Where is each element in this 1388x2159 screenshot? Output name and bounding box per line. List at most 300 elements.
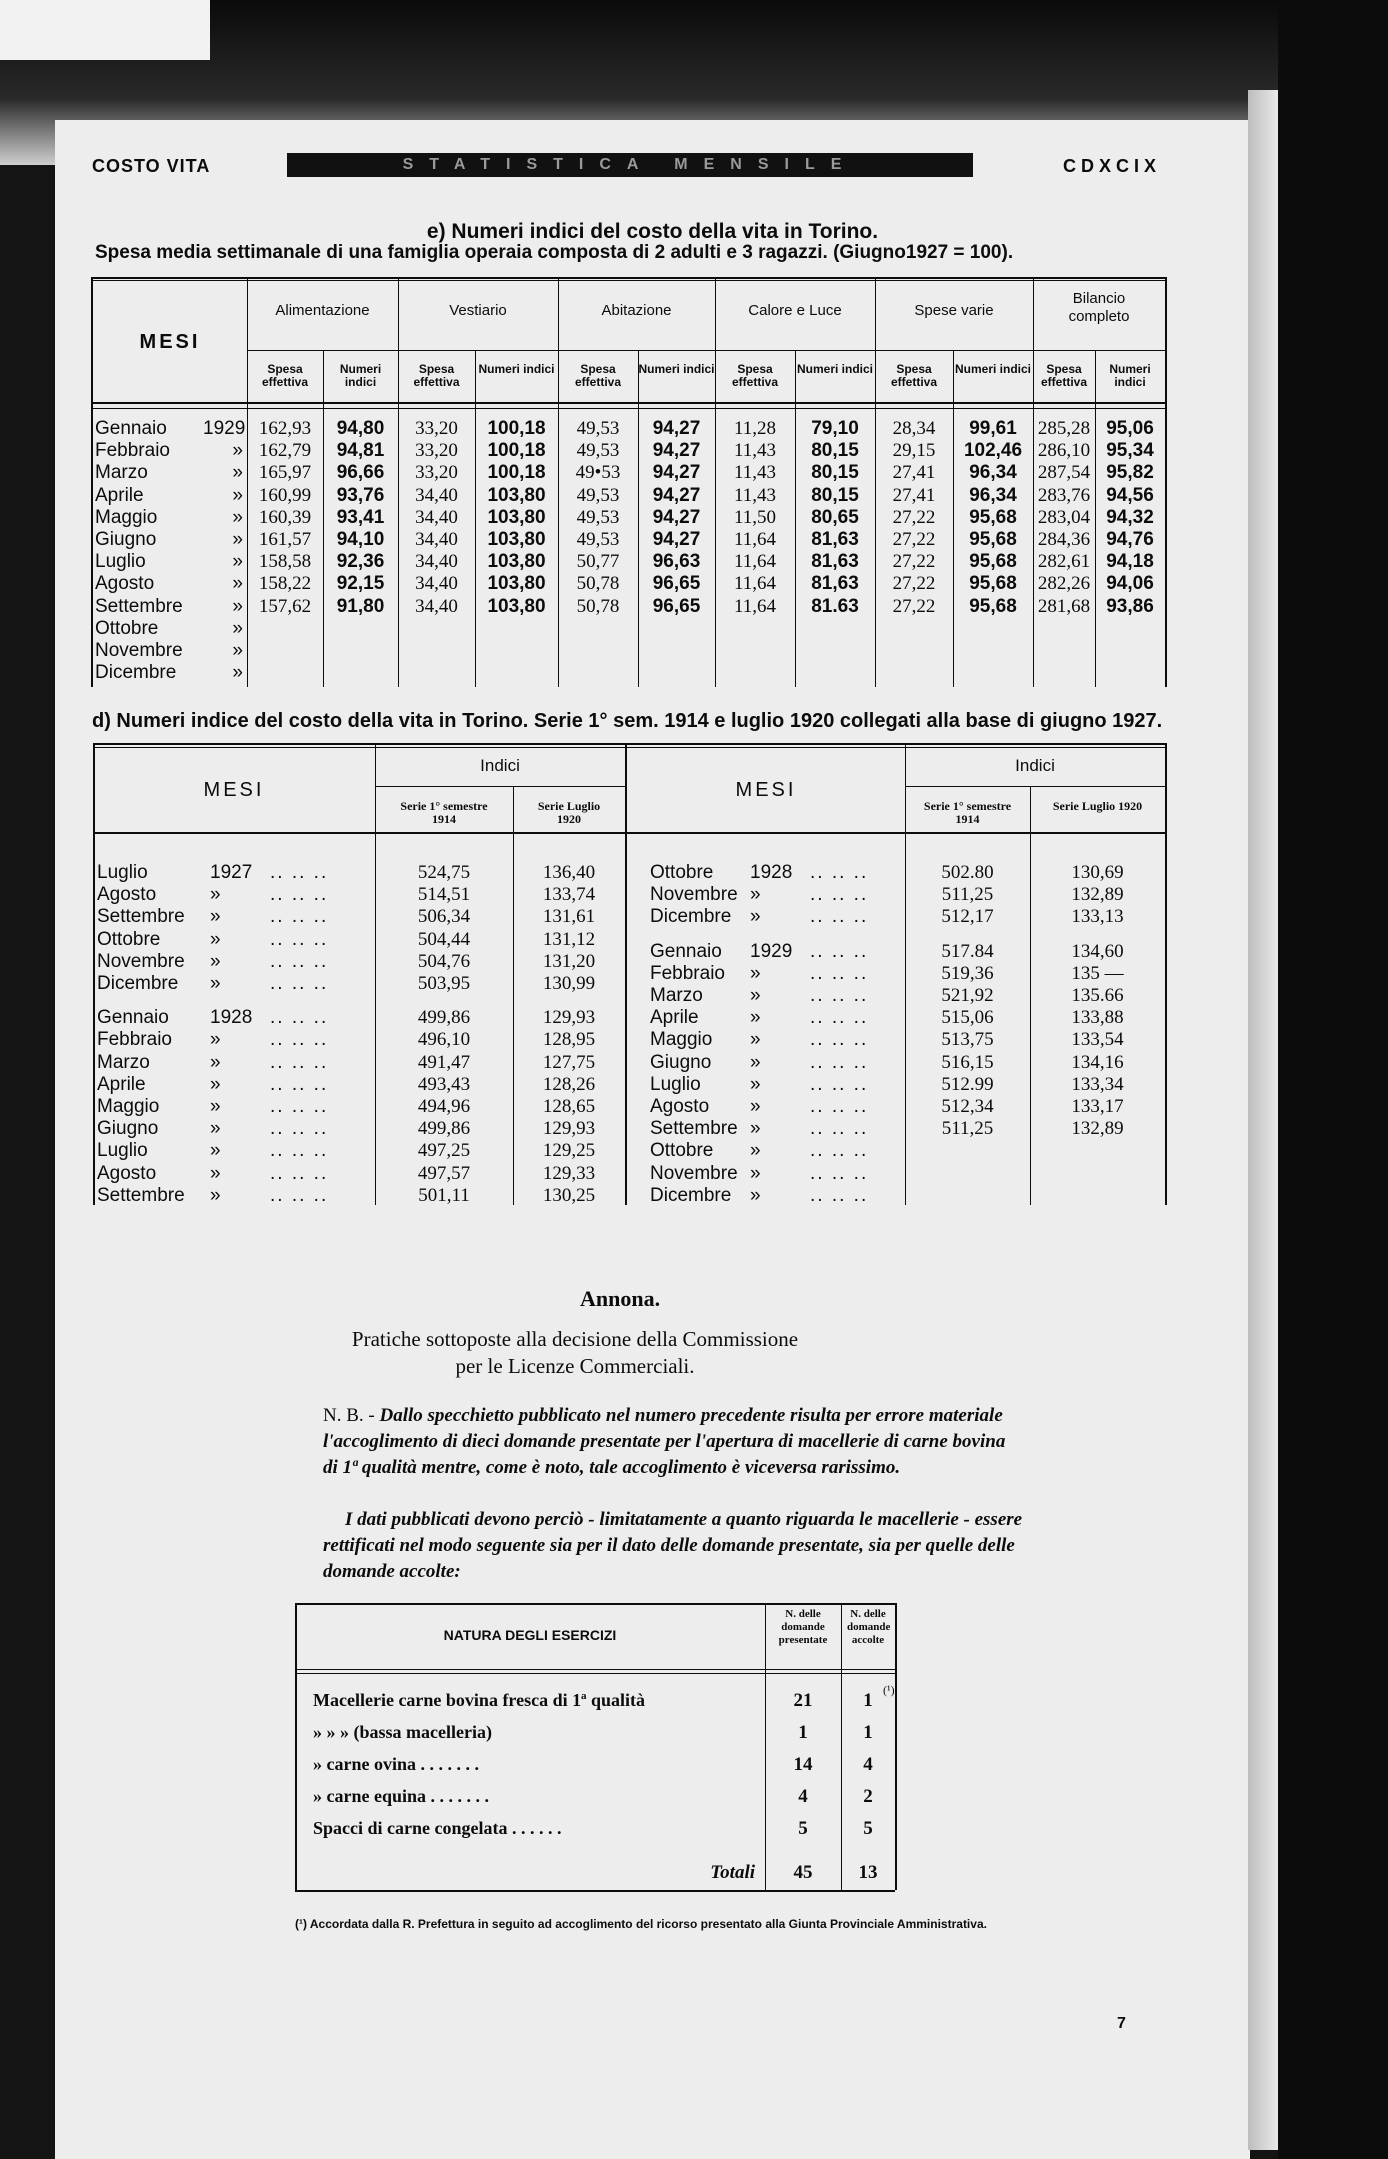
table-e-right-rule bbox=[1165, 277, 1167, 687]
data-value: 34,40 bbox=[415, 484, 458, 506]
month-label: Dicembre bbox=[650, 1184, 732, 1206]
month-label: Settembre bbox=[95, 595, 183, 617]
leader-dots: .. .. .. bbox=[810, 1162, 869, 1184]
data-value: 34,40 bbox=[415, 506, 458, 528]
index-1914: 496,10 bbox=[417, 1029, 471, 1051]
index-1920: 130,99 bbox=[542, 973, 596, 994]
data-value: 92,15 bbox=[336, 573, 385, 595]
running-head-band: STATISTICA MENSILE bbox=[287, 153, 973, 177]
table-e-top-rule bbox=[91, 277, 1165, 279]
establishment-type: Macellerie carne bovina fresca di 1ª qualità bbox=[313, 1690, 646, 1710]
establishment-type: » carne equina . . . . . . . bbox=[313, 1786, 490, 1806]
year-label: » bbox=[210, 1051, 221, 1073]
data-value: 33,20 bbox=[415, 418, 458, 439]
data-value: 281,68 bbox=[1037, 595, 1091, 617]
year-label: 1928 bbox=[750, 862, 793, 883]
index-1920: 131,12 bbox=[542, 928, 596, 950]
index-1914: 511,25 bbox=[941, 1118, 994, 1140]
month-label: Settembre bbox=[97, 906, 185, 928]
index-1920: 132,89 bbox=[1071, 1118, 1124, 1140]
leader-dots: .. .. .. bbox=[810, 862, 869, 883]
data-value: 11,64 bbox=[733, 551, 777, 573]
index-1920: 135.66 bbox=[1071, 985, 1124, 1006]
data-value: 95,68 bbox=[969, 551, 1017, 573]
table-e-group-header: Vestiario bbox=[449, 302, 507, 319]
data-value: 95,82 bbox=[1106, 462, 1154, 484]
month-label: Agosto bbox=[97, 884, 157, 906]
year-label: 1928 bbox=[210, 1007, 253, 1029]
month-label: Novembre bbox=[97, 950, 185, 972]
data-value: 161,57 bbox=[258, 529, 312, 550]
data-value: 94,27 bbox=[652, 484, 701, 506]
serie-1914-header: Serie 1° semestre 1914 bbox=[400, 799, 488, 826]
data-value: 95,68 bbox=[969, 506, 1017, 528]
year-label: » bbox=[232, 529, 243, 550]
data-value: 99,61 bbox=[969, 418, 1017, 439]
data-value: 49,53 bbox=[576, 440, 620, 462]
index-1920: 134,16 bbox=[1071, 1051, 1124, 1073]
data-value: 34,40 bbox=[415, 551, 458, 573]
data-value: 96,65 bbox=[652, 595, 701, 617]
subheader-spesa: Spesa effettiva bbox=[890, 362, 937, 389]
document-page bbox=[55, 120, 1250, 2159]
month-label: Luglio bbox=[97, 1140, 148, 1162]
month-label: Giugno bbox=[650, 1051, 712, 1073]
index-1914: 524,75 bbox=[417, 862, 471, 883]
data-value: 80,15 bbox=[811, 462, 859, 484]
data-value: 79,10 bbox=[811, 418, 859, 439]
month-label: Febbraio bbox=[97, 1029, 172, 1051]
subheader-numeri: Numeri indici bbox=[796, 362, 873, 376]
year-label: » bbox=[232, 617, 243, 639]
data-value: 158,58 bbox=[258, 551, 312, 573]
month-label: Aprile bbox=[95, 484, 144, 506]
data-value: 162,79 bbox=[258, 440, 312, 462]
data-value: 162,93 bbox=[258, 418, 312, 439]
data-value: 93,86 bbox=[1106, 595, 1154, 617]
leader-dots: .. .. .. bbox=[270, 862, 329, 883]
year-label: » bbox=[232, 662, 243, 684]
subheader-numeri: Numeri indici bbox=[478, 362, 555, 376]
month-label: Marzo bbox=[95, 462, 148, 484]
leader-dots: .. .. .. bbox=[270, 928, 329, 950]
year-label: » bbox=[210, 950, 221, 972]
data-value: 158,22 bbox=[258, 573, 312, 595]
data-value: 80,15 bbox=[811, 440, 859, 462]
data-value: 160,99 bbox=[258, 484, 312, 506]
data-value: 33,20 bbox=[415, 440, 458, 462]
index-1914: 493,43 bbox=[417, 1073, 471, 1095]
data-value: 102,46 bbox=[963, 440, 1023, 462]
leader-dots: .. .. .. bbox=[270, 973, 329, 994]
month-label: Gennaio bbox=[650, 940, 722, 962]
month-label: Marzo bbox=[650, 985, 703, 1006]
presentate-value: 21 bbox=[793, 1690, 813, 1711]
index-1914: 516,15 bbox=[941, 1051, 994, 1073]
data-value: 95,68 bbox=[969, 529, 1017, 550]
data-value: 287,54 bbox=[1037, 462, 1091, 484]
data-value: 282,26 bbox=[1037, 573, 1091, 595]
index-1914: 499,86 bbox=[417, 1007, 471, 1029]
data-value: 157,62 bbox=[258, 595, 312, 617]
data-value: 49,53 bbox=[576, 529, 620, 550]
leader-dots: .. .. .. bbox=[810, 1051, 869, 1073]
data-value: 33,20 bbox=[415, 462, 458, 484]
running-head-left: COSTO VITA bbox=[92, 156, 211, 176]
year-label: » bbox=[232, 595, 243, 617]
data-value: 100,18 bbox=[487, 418, 546, 439]
month-label: Aprile bbox=[97, 1073, 146, 1095]
data-value: 27,22 bbox=[892, 506, 936, 528]
data-value: 285,28 bbox=[1037, 418, 1091, 439]
data-value: 94,32 bbox=[1106, 506, 1154, 528]
month-label: Luglio bbox=[95, 551, 146, 573]
data-value: 34,40 bbox=[415, 573, 458, 595]
month-label: Febbraio bbox=[650, 962, 725, 984]
month-label: Dicembre bbox=[97, 973, 179, 994]
month-label: Gennaio bbox=[97, 1007, 169, 1029]
index-1914: 494,96 bbox=[417, 1096, 471, 1117]
year-label: » bbox=[750, 1184, 761, 1206]
index-1914: 497,25 bbox=[417, 1140, 471, 1162]
subheader-numeri: Numeri indici bbox=[1109, 362, 1151, 389]
col-accolte-header: N. delle domande accolte bbox=[847, 1608, 891, 1646]
annona-heading: Annona. bbox=[580, 1286, 661, 1311]
leader-dots: .. .. .. bbox=[270, 1140, 329, 1162]
accolte-value: 5 bbox=[863, 1818, 873, 1839]
year-label: » bbox=[750, 1096, 761, 1117]
index-1914: 519,36 bbox=[941, 962, 994, 984]
month-label: Ottobre bbox=[97, 928, 161, 950]
index-1920: 128,26 bbox=[542, 1073, 596, 1095]
accolte-value: 1 bbox=[863, 1722, 873, 1743]
data-value: 27,41 bbox=[892, 462, 936, 484]
month-label: Maggio bbox=[650, 1029, 713, 1051]
data-value: 50,77 bbox=[576, 551, 620, 573]
data-value: 96,65 bbox=[652, 573, 701, 595]
data-value: 94,56 bbox=[1106, 484, 1154, 506]
nb-text-1: Dallo specchietto pubblicato nel numero precedente risulta per errore materiale l'accoglimento di dieci domande presentate per l'apertura di macellerie di carne bovina di 1ª qualità mentre, come è noto, tale accoglimento è viceversa rarissimo. bbox=[323, 1405, 1006, 1478]
index-1920: 131,20 bbox=[542, 950, 596, 972]
data-value: 49,53 bbox=[576, 484, 620, 506]
year-label: » bbox=[232, 573, 243, 595]
index-1914: 511,25 bbox=[941, 884, 994, 906]
subheader-spesa: Spesa effettiva bbox=[1040, 362, 1087, 389]
index-1914: 512.99 bbox=[941, 1073, 994, 1095]
data-value: 29,15 bbox=[892, 440, 936, 462]
index-1920: 133,54 bbox=[1071, 1029, 1124, 1051]
index-1920: 129,33 bbox=[542, 1162, 596, 1184]
nb-label: N. B. - bbox=[323, 1405, 375, 1426]
year-label: 1927 bbox=[210, 862, 253, 883]
table-e-title: e) Numeri indici del costo della vita in Torino. bbox=[426, 220, 879, 243]
presentate-value: 14 bbox=[793, 1754, 813, 1775]
table-d-top-rule-2 bbox=[93, 747, 1165, 748]
leader-dots: .. .. .. bbox=[270, 906, 329, 928]
data-value: 27,22 bbox=[892, 551, 936, 573]
data-value: 103,80 bbox=[487, 529, 546, 550]
col-natura-header: NATURA DEGLI ESERCIZI bbox=[443, 1627, 617, 1643]
data-value: 103,80 bbox=[487, 484, 546, 506]
data-value: 94,80 bbox=[336, 418, 385, 439]
data-value: 93,76 bbox=[336, 484, 385, 506]
data-value: 11,43 bbox=[733, 462, 777, 484]
table-d-mesi-header: MESI bbox=[735, 779, 797, 801]
data-value: 94,27 bbox=[652, 462, 701, 484]
accolte-value: 4 bbox=[863, 1754, 873, 1775]
table-d-mesi-header: MESI bbox=[203, 779, 265, 801]
year-label: » bbox=[750, 1051, 761, 1073]
nb-paragraph-2: I dati pubblicati devono perciò - limitatamente a quanto riguarda le macellerie - essere rettificati nel modo seguente sia per il dato delle domande presentate, sia per quelle delle domande accolte: bbox=[323, 1509, 1023, 1582]
index-1914: 517.84 bbox=[941, 940, 994, 962]
annona-header-rule bbox=[295, 1669, 895, 1670]
leader-dots: .. .. .. bbox=[270, 1051, 329, 1073]
year-label: » bbox=[210, 1029, 221, 1051]
data-value: 27,41 bbox=[892, 484, 936, 506]
year-label: » bbox=[210, 884, 221, 906]
index-1920: 129,25 bbox=[542, 1140, 596, 1162]
totali-label: Totali bbox=[710, 1862, 755, 1883]
leader-dots: .. .. .. bbox=[810, 1073, 869, 1095]
data-value: 94,76 bbox=[1106, 529, 1154, 550]
data-value: 11,43 bbox=[733, 484, 777, 506]
year-label: » bbox=[750, 1118, 761, 1140]
data-value: 94,27 bbox=[652, 529, 701, 550]
table-e-group-header: Calore e Luce bbox=[748, 302, 842, 319]
annona-top-rule bbox=[295, 1603, 895, 1605]
year-label: » bbox=[210, 928, 221, 950]
leader-dots: .. .. .. bbox=[810, 1118, 869, 1140]
year-label: » bbox=[232, 462, 243, 484]
data-value: 11,50 bbox=[733, 506, 777, 528]
data-value: 34,40 bbox=[415, 529, 458, 550]
table-d-left-rule bbox=[93, 743, 95, 1205]
data-value: 91,80 bbox=[336, 595, 385, 617]
annona-subtitle-1: Pratiche sottoposte alla decisione della Commissione bbox=[351, 1327, 799, 1351]
data-value: 11,28 bbox=[733, 418, 777, 439]
leader-dots: .. .. .. bbox=[270, 1096, 329, 1117]
leader-dots: .. .. .. bbox=[270, 1184, 329, 1206]
subheader-numeri: Numeri indici bbox=[339, 362, 382, 389]
data-value: 81,63 bbox=[811, 529, 859, 550]
data-value: 81,63 bbox=[811, 573, 859, 595]
subheader-spesa: Spesa effettiva bbox=[261, 362, 308, 389]
year-label: » bbox=[210, 1140, 221, 1162]
year-label: » bbox=[750, 884, 761, 906]
table-d-middle-rule bbox=[625, 743, 627, 1205]
data-value: 283,04 bbox=[1037, 506, 1091, 528]
data-value: 50,78 bbox=[576, 595, 620, 617]
table-e-group-rule bbox=[247, 350, 1165, 351]
accolte-value: 2 bbox=[863, 1786, 873, 1807]
year-label: » bbox=[750, 906, 761, 928]
data-value: 27,22 bbox=[892, 595, 936, 617]
leader-dots: .. .. .. bbox=[810, 1096, 869, 1117]
data-value: 94,81 bbox=[336, 440, 385, 462]
data-value: 103,80 bbox=[487, 573, 546, 595]
index-1920: 129,93 bbox=[542, 1118, 596, 1140]
month-label: Giugno bbox=[95, 529, 157, 550]
year-label: » bbox=[750, 1029, 761, 1051]
index-1920: 136,40 bbox=[542, 862, 596, 883]
index-1914: 521,92 bbox=[941, 985, 994, 1006]
data-value: 94,18 bbox=[1106, 551, 1154, 573]
year-label: » bbox=[232, 484, 243, 506]
data-value: 94,27 bbox=[652, 418, 701, 439]
page-roman-number: CDXCIX bbox=[1063, 156, 1162, 176]
data-value: 95,68 bbox=[969, 573, 1017, 595]
month-label: Ottobre bbox=[95, 617, 159, 639]
month-label: Dicembre bbox=[95, 662, 177, 684]
totali-presentate: 45 bbox=[793, 1862, 813, 1883]
leader-dots: .. .. .. bbox=[270, 884, 329, 906]
year-label: » bbox=[210, 1096, 221, 1117]
data-value: 100,18 bbox=[487, 462, 546, 484]
data-value: 282,61 bbox=[1037, 551, 1091, 573]
index-1914: 504,76 bbox=[417, 950, 471, 972]
month-label: Agosto bbox=[95, 573, 155, 595]
table-e-header-rule bbox=[91, 402, 1165, 404]
data-value: 81,63 bbox=[811, 551, 859, 573]
leader-dots: .. .. .. bbox=[810, 940, 869, 962]
index-1920: 133,13 bbox=[1071, 906, 1124, 928]
data-value: 94,27 bbox=[652, 440, 701, 462]
month-label: Marzo bbox=[97, 1051, 150, 1073]
index-1914: 502.80 bbox=[941, 862, 994, 883]
subheader-spesa: Spesa effettiva bbox=[413, 362, 460, 389]
month-label: Luglio bbox=[650, 1073, 701, 1095]
data-value: 49,53 bbox=[576, 418, 620, 439]
index-1920: 128,65 bbox=[542, 1096, 596, 1117]
data-value: 27,22 bbox=[892, 573, 936, 595]
index-1914: 504,44 bbox=[417, 928, 471, 950]
establishment-type: Spacci di carne congelata . . . . . . bbox=[313, 1818, 562, 1838]
month-label: Novembre bbox=[650, 884, 738, 906]
leader-dots: .. .. .. bbox=[810, 884, 869, 906]
index-1914: 514,51 bbox=[417, 884, 471, 906]
data-value: 50,78 bbox=[576, 573, 620, 595]
leader-dots: .. .. .. bbox=[810, 962, 869, 984]
index-1914: 506,34 bbox=[417, 906, 471, 928]
data-value: 94,06 bbox=[1106, 573, 1154, 595]
index-1920: 128,95 bbox=[542, 1029, 596, 1051]
nb-paragraph bbox=[323, 1403, 1023, 1481]
index-1914: 491,47 bbox=[417, 1051, 471, 1073]
index-1920: 135 — bbox=[1071, 962, 1124, 984]
table-d-indici-rule bbox=[905, 786, 1165, 787]
table-d-indici-header: Indici bbox=[480, 756, 520, 775]
month-label: Novembre bbox=[650, 1162, 738, 1184]
table-e-subtitle: Spesa media settimanale di una famiglia operaia composta di 2 adulti e 3 ragazzi. (Giugno1927 = 100). bbox=[95, 242, 1014, 263]
col-presentate-header: N. delle domande presentate bbox=[778, 1608, 828, 1646]
month-label: Agosto bbox=[97, 1162, 157, 1184]
index-1914: 497,57 bbox=[417, 1162, 471, 1184]
data-value: 49,53 bbox=[576, 506, 620, 528]
index-1914: 501,11 bbox=[418, 1184, 470, 1206]
data-value: 80,15 bbox=[811, 484, 859, 506]
table-e-group-header: Spese varie bbox=[914, 302, 994, 319]
year-label: » bbox=[210, 1118, 221, 1140]
table-d-header-rule bbox=[93, 832, 1165, 834]
month-label: Maggio bbox=[95, 506, 158, 528]
year-label: » bbox=[750, 1140, 761, 1162]
data-value: 103,80 bbox=[487, 506, 546, 528]
index-1914: 512,34 bbox=[941, 1096, 994, 1117]
index-1914: 515,06 bbox=[941, 1007, 994, 1029]
footnote: (¹) Accordata dalla R. Prefettura in seguito ad accoglimento del ricorso presentato alla Giunta Provinciale Amministrativa. bbox=[295, 1917, 987, 1931]
month-label: Giugno bbox=[97, 1118, 159, 1140]
leader-dots: .. .. .. bbox=[810, 906, 869, 928]
month-label: Aprile bbox=[650, 1007, 699, 1029]
data-value: 103,80 bbox=[487, 595, 546, 617]
data-value: 165,97 bbox=[258, 462, 312, 484]
data-value: 100,18 bbox=[487, 440, 546, 462]
data-value: 95,68 bbox=[969, 595, 1017, 617]
subheader-spesa: Spesa effettiva bbox=[731, 362, 778, 389]
index-1920: 129,93 bbox=[542, 1007, 596, 1029]
month-label: Febbraio bbox=[95, 440, 170, 462]
data-value: 34,40 bbox=[415, 595, 458, 617]
month-label: Agosto bbox=[650, 1096, 710, 1117]
presentate-value: 4 bbox=[798, 1786, 808, 1807]
annona-subtitle-2: per le Licenze Commerciali. bbox=[455, 1354, 695, 1378]
data-value: 49•53 bbox=[575, 462, 621, 484]
data-value: 81.63 bbox=[811, 595, 859, 617]
data-value: 80,65 bbox=[811, 506, 859, 528]
leader-dots: .. .. .. bbox=[270, 1007, 329, 1029]
data-value: 96,34 bbox=[969, 484, 1017, 506]
month-label: Dicembre bbox=[650, 906, 732, 928]
table-d-right-rule bbox=[1165, 743, 1167, 1205]
year-label: » bbox=[232, 440, 243, 462]
data-value: 96,34 bbox=[969, 462, 1017, 484]
annona-bottom-rule bbox=[295, 1890, 895, 1892]
table-d-top-rule bbox=[93, 743, 1165, 745]
table-d-indici-header: Indici bbox=[1015, 756, 1055, 775]
totali-accolte: 13 bbox=[858, 1862, 878, 1883]
month-label: Gennaio bbox=[95, 418, 167, 439]
establishment-type: » » » (bassa macelleria) bbox=[313, 1722, 492, 1742]
index-1920: 130,25 bbox=[542, 1184, 596, 1206]
data-value: 11,43 bbox=[733, 440, 777, 462]
data-value: 27,22 bbox=[892, 529, 936, 550]
presentate-value: 1 bbox=[798, 1722, 808, 1743]
year-label: » bbox=[750, 1007, 761, 1029]
year-label: » bbox=[750, 962, 761, 984]
data-value: 11,64 bbox=[733, 573, 777, 595]
table-e-top-rule-2 bbox=[91, 280, 1165, 281]
serie-1920-header: Serie Luglio 1920 bbox=[1052, 799, 1143, 813]
leader-dots: .. .. .. bbox=[810, 1184, 869, 1206]
index-1920: 127,75 bbox=[542, 1051, 596, 1073]
table-e-group-header: Abitazione bbox=[601, 302, 672, 319]
leader-dots: .. .. .. bbox=[810, 1007, 869, 1029]
index-1914: 503,95 bbox=[417, 973, 471, 994]
month-label: Settembre bbox=[97, 1184, 185, 1206]
data-value: 96,63 bbox=[652, 551, 701, 573]
leader-dots: .. .. .. bbox=[270, 1162, 329, 1184]
data-value: 96,66 bbox=[336, 462, 385, 484]
table-e-header-rule-2 bbox=[91, 408, 1165, 409]
leader-dots: .. .. .. bbox=[810, 1029, 869, 1051]
leader-dots: .. .. .. bbox=[270, 1073, 329, 1095]
index-1920: 133,17 bbox=[1071, 1096, 1124, 1117]
annona-right-rule bbox=[895, 1603, 897, 1890]
leader-dots: .. .. .. bbox=[810, 1140, 869, 1162]
serie-1920-header: Serie Luglio 1920 bbox=[537, 799, 601, 826]
data-value: 103,80 bbox=[487, 551, 546, 573]
year-label: » bbox=[210, 973, 221, 994]
